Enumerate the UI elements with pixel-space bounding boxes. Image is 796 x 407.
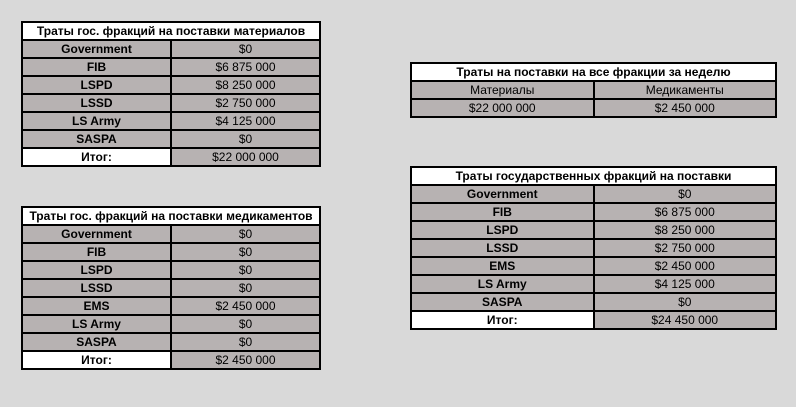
total-label: Итог: (22, 148, 171, 166)
table-row (22, 40, 320, 58)
table-row (22, 58, 320, 76)
table-row (411, 293, 776, 311)
faction-name: FIB (22, 243, 171, 261)
faction-name: FIB (411, 203, 594, 221)
faction-value: $2 750 000 (171, 94, 320, 112)
table-row (22, 315, 320, 333)
table-row (22, 261, 320, 279)
faction-value: $2 450 000 (171, 297, 320, 315)
table-row (411, 185, 776, 203)
table-row (411, 203, 776, 221)
materials-spending-table (21, 21, 321, 167)
total-value: $2 450 000 (171, 351, 320, 369)
table-row (22, 243, 320, 261)
faction-name: LSSD (22, 94, 171, 112)
table-title-row (411, 63, 776, 81)
total-value: $24 450 000 (594, 311, 777, 329)
faction-value: $8 250 000 (594, 221, 777, 239)
table-row (411, 257, 776, 275)
faction-value: $2 750 000 (594, 239, 777, 257)
faction-name: LS Army (22, 112, 171, 130)
total-value: $22 000 000 (171, 148, 320, 166)
table-row (22, 279, 320, 297)
faction-name: FIB (22, 58, 171, 76)
faction-value: $0 (171, 279, 320, 297)
faction-value: $0 (594, 293, 777, 311)
table-row (22, 225, 320, 243)
total-label: Итог: (22, 351, 171, 369)
faction-value: $6 875 000 (594, 203, 777, 221)
faction-name: LS Army (411, 275, 594, 293)
total-row (22, 351, 320, 369)
table-title: Траты на поставки на все фракции за неделю (411, 63, 776, 81)
faction-value: $0 (171, 243, 320, 261)
faction-name: EMS (22, 297, 171, 315)
faction-value: $8 250 000 (171, 76, 320, 94)
faction-value: $2 450 000 (594, 257, 777, 275)
faction-name: Government (411, 185, 594, 203)
table-row (411, 275, 776, 293)
table-row (22, 130, 320, 148)
faction-name: SASPA (22, 130, 171, 148)
materials-value: $22 000 000 (411, 99, 594, 117)
faction-name: SASPA (22, 333, 171, 351)
total-row (411, 311, 776, 329)
total-label: Итог: (411, 311, 594, 329)
table-row (411, 221, 776, 239)
faction-value: $0 (171, 225, 320, 243)
faction-name: Government (22, 40, 171, 58)
table-row (411, 99, 776, 117)
table-title: Траты государственных фракций на поставки (411, 167, 776, 185)
table-title: Траты гос. фракций на поставки материалов (22, 22, 320, 40)
faction-value: $0 (171, 40, 320, 58)
medicine-spending-table (21, 206, 321, 370)
faction-value: $6 875 000 (171, 58, 320, 76)
table-header-row (411, 81, 776, 99)
column-header-medicine: Медикаменты (594, 81, 777, 99)
medicine-value: $2 450 000 (594, 99, 777, 117)
faction-value: $0 (594, 185, 777, 203)
faction-value: $4 125 000 (594, 275, 777, 293)
column-header-materials: Материалы (411, 81, 594, 99)
table-title-row (22, 207, 320, 225)
faction-value: $4 125 000 (171, 112, 320, 130)
table-title: Траты гос. фракций на поставки медикаментов (22, 207, 320, 225)
table-row (411, 239, 776, 257)
faction-name: Government (22, 225, 171, 243)
faction-name: EMS (411, 257, 594, 275)
faction-value: $0 (171, 261, 320, 279)
table-row (22, 333, 320, 351)
total-row (22, 148, 320, 166)
faction-value: $0 (171, 315, 320, 333)
table-row (22, 94, 320, 112)
faction-value: $0 (171, 130, 320, 148)
faction-name: LSSD (22, 279, 171, 297)
faction-name: LS Army (22, 315, 171, 333)
weekly-spending-table (410, 62, 777, 118)
state-factions-spending-table (410, 166, 777, 330)
table-row (22, 297, 320, 315)
table-title-row (411, 167, 776, 185)
faction-name: SASPA (411, 293, 594, 311)
faction-name: LSPD (411, 221, 594, 239)
faction-value: $0 (171, 333, 320, 351)
table-row (22, 112, 320, 130)
faction-name: LSSD (411, 239, 594, 257)
faction-name: LSPD (22, 261, 171, 279)
table-row (22, 76, 320, 94)
table-title-row (22, 22, 320, 40)
faction-name: LSPD (22, 76, 171, 94)
